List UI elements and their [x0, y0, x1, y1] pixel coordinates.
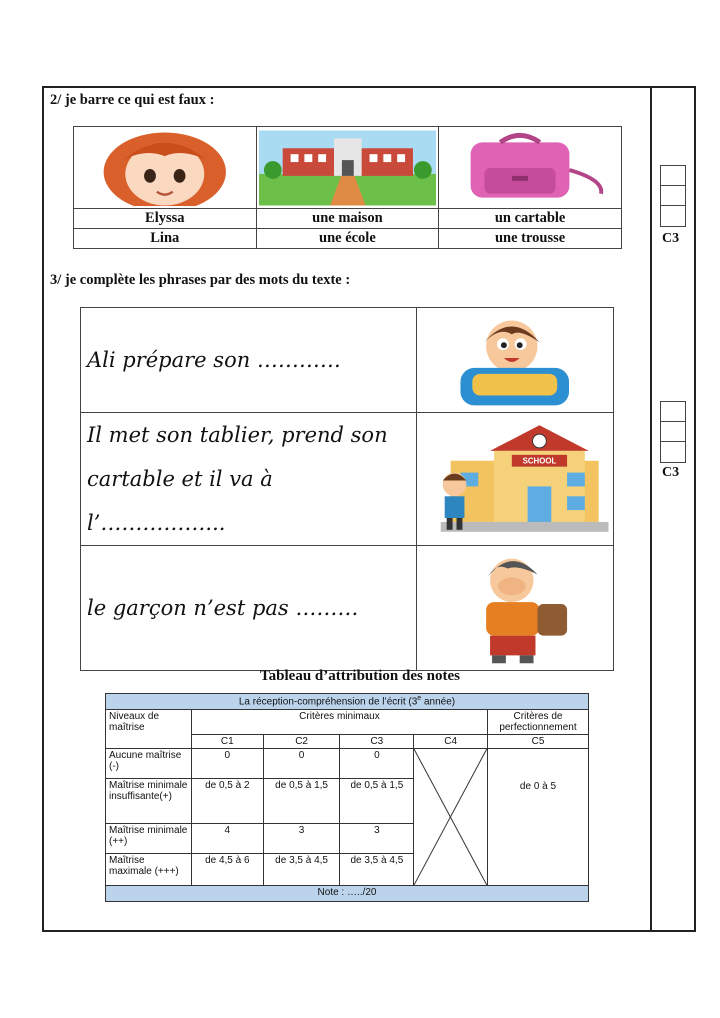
score-c3-r2: de 0,5 à 1,5 [340, 779, 414, 824]
margin-column-divider [650, 86, 652, 932]
cross-mark [414, 749, 487, 885]
sad-boy-image-cell [417, 546, 614, 671]
perf-criteria-header: Critères de perfectionnement [488, 710, 589, 735]
choice-2b[interactable]: une école [256, 229, 439, 249]
criterion-c2: C2 [263, 735, 340, 749]
schoolbag-icon [441, 130, 619, 206]
score-c3-r4: de 3,5 à 4,5 [340, 854, 414, 886]
score-box-1 [660, 165, 686, 227]
sentence-3[interactable]: le garçon n’est pas ……… [81, 546, 417, 671]
level-row-4: Maîtrise maximale (+++) [106, 854, 192, 886]
score-c2-r1: 0 [263, 749, 340, 779]
score-c1-r1: 0 [191, 749, 263, 779]
choice-3b[interactable]: une trousse [439, 229, 622, 249]
score-c1-r4: de 4,5 à 6 [191, 854, 263, 886]
choice-1a[interactable]: Elyssa [74, 209, 257, 229]
exercise2-table [73, 126, 622, 249]
score-c1-r2: de 0,5 à 2 [191, 779, 263, 824]
score-c1-r3: 4 [191, 824, 263, 854]
school-icon [259, 130, 437, 206]
school-sign: SCHOOL [523, 456, 557, 466]
min-criteria-header: Critères minimaux [191, 710, 487, 735]
criterion-label-2: C3 [662, 465, 680, 480]
criterion-c3: C3 [340, 735, 414, 749]
level-row-3: Maîtrise minimale (++) [106, 824, 192, 854]
c5-score-range: de 0 à 5 [488, 749, 589, 886]
grid-header-band: La réception-compréhension de l’écrit (3e année) [106, 694, 589, 710]
c4-crossed-cell [414, 749, 488, 886]
school-building-icon [421, 420, 609, 539]
choice-2a[interactable]: une maison [256, 209, 439, 229]
exercise3-table [80, 307, 614, 671]
criterion-c5: C5 [488, 735, 589, 749]
school-boy-image-cell [417, 413, 614, 546]
score-c2-r4: de 3,5 à 4,5 [263, 854, 340, 886]
levels-header: Niveaux de maîtrise [106, 710, 192, 749]
criterion-c1: C1 [191, 735, 263, 749]
boy-packing-bag-icon [421, 312, 609, 408]
sentence-1[interactable]: Ali prépare son ………… [81, 308, 417, 413]
girl-icon [76, 130, 254, 206]
girl-image-cell [74, 127, 257, 209]
level-row-1: Aucune maîtrise (-) [106, 749, 192, 779]
score-c3-r3: 3 [340, 824, 414, 854]
grading-grid [105, 693, 589, 902]
choice-3a[interactable]: un cartable [439, 209, 622, 229]
choice-1b[interactable]: Lina [74, 229, 257, 249]
notes-table-title: Tableau d’attribution des notes [260, 668, 460, 684]
level-row-2: Maîtrise minimale insuffisante(+) [106, 779, 192, 824]
school-image-cell [256, 127, 439, 209]
crying-boy-icon [421, 550, 609, 666]
criterion-label-1: C3 [662, 231, 680, 246]
score-box-2 [660, 401, 686, 463]
score-c3-r1: 0 [340, 749, 414, 779]
boy-bag-image-cell [417, 308, 614, 413]
criterion-c4: C4 [414, 735, 488, 749]
total-score-row: Note : …../20 [106, 886, 589, 902]
exercise2-title: 2/ je barre ce qui est faux : [50, 92, 215, 108]
sentence-2[interactable]: Il met son tablier, prend son cartable et il va à l’……………... [81, 413, 417, 546]
bag-image-cell [439, 127, 622, 209]
score-c2-r3: 3 [263, 824, 340, 854]
score-c2-r2: de 0,5 à 1,5 [263, 779, 340, 824]
exercise3-title: 3/ je complète les phrases par des mots du texte : [50, 272, 351, 288]
